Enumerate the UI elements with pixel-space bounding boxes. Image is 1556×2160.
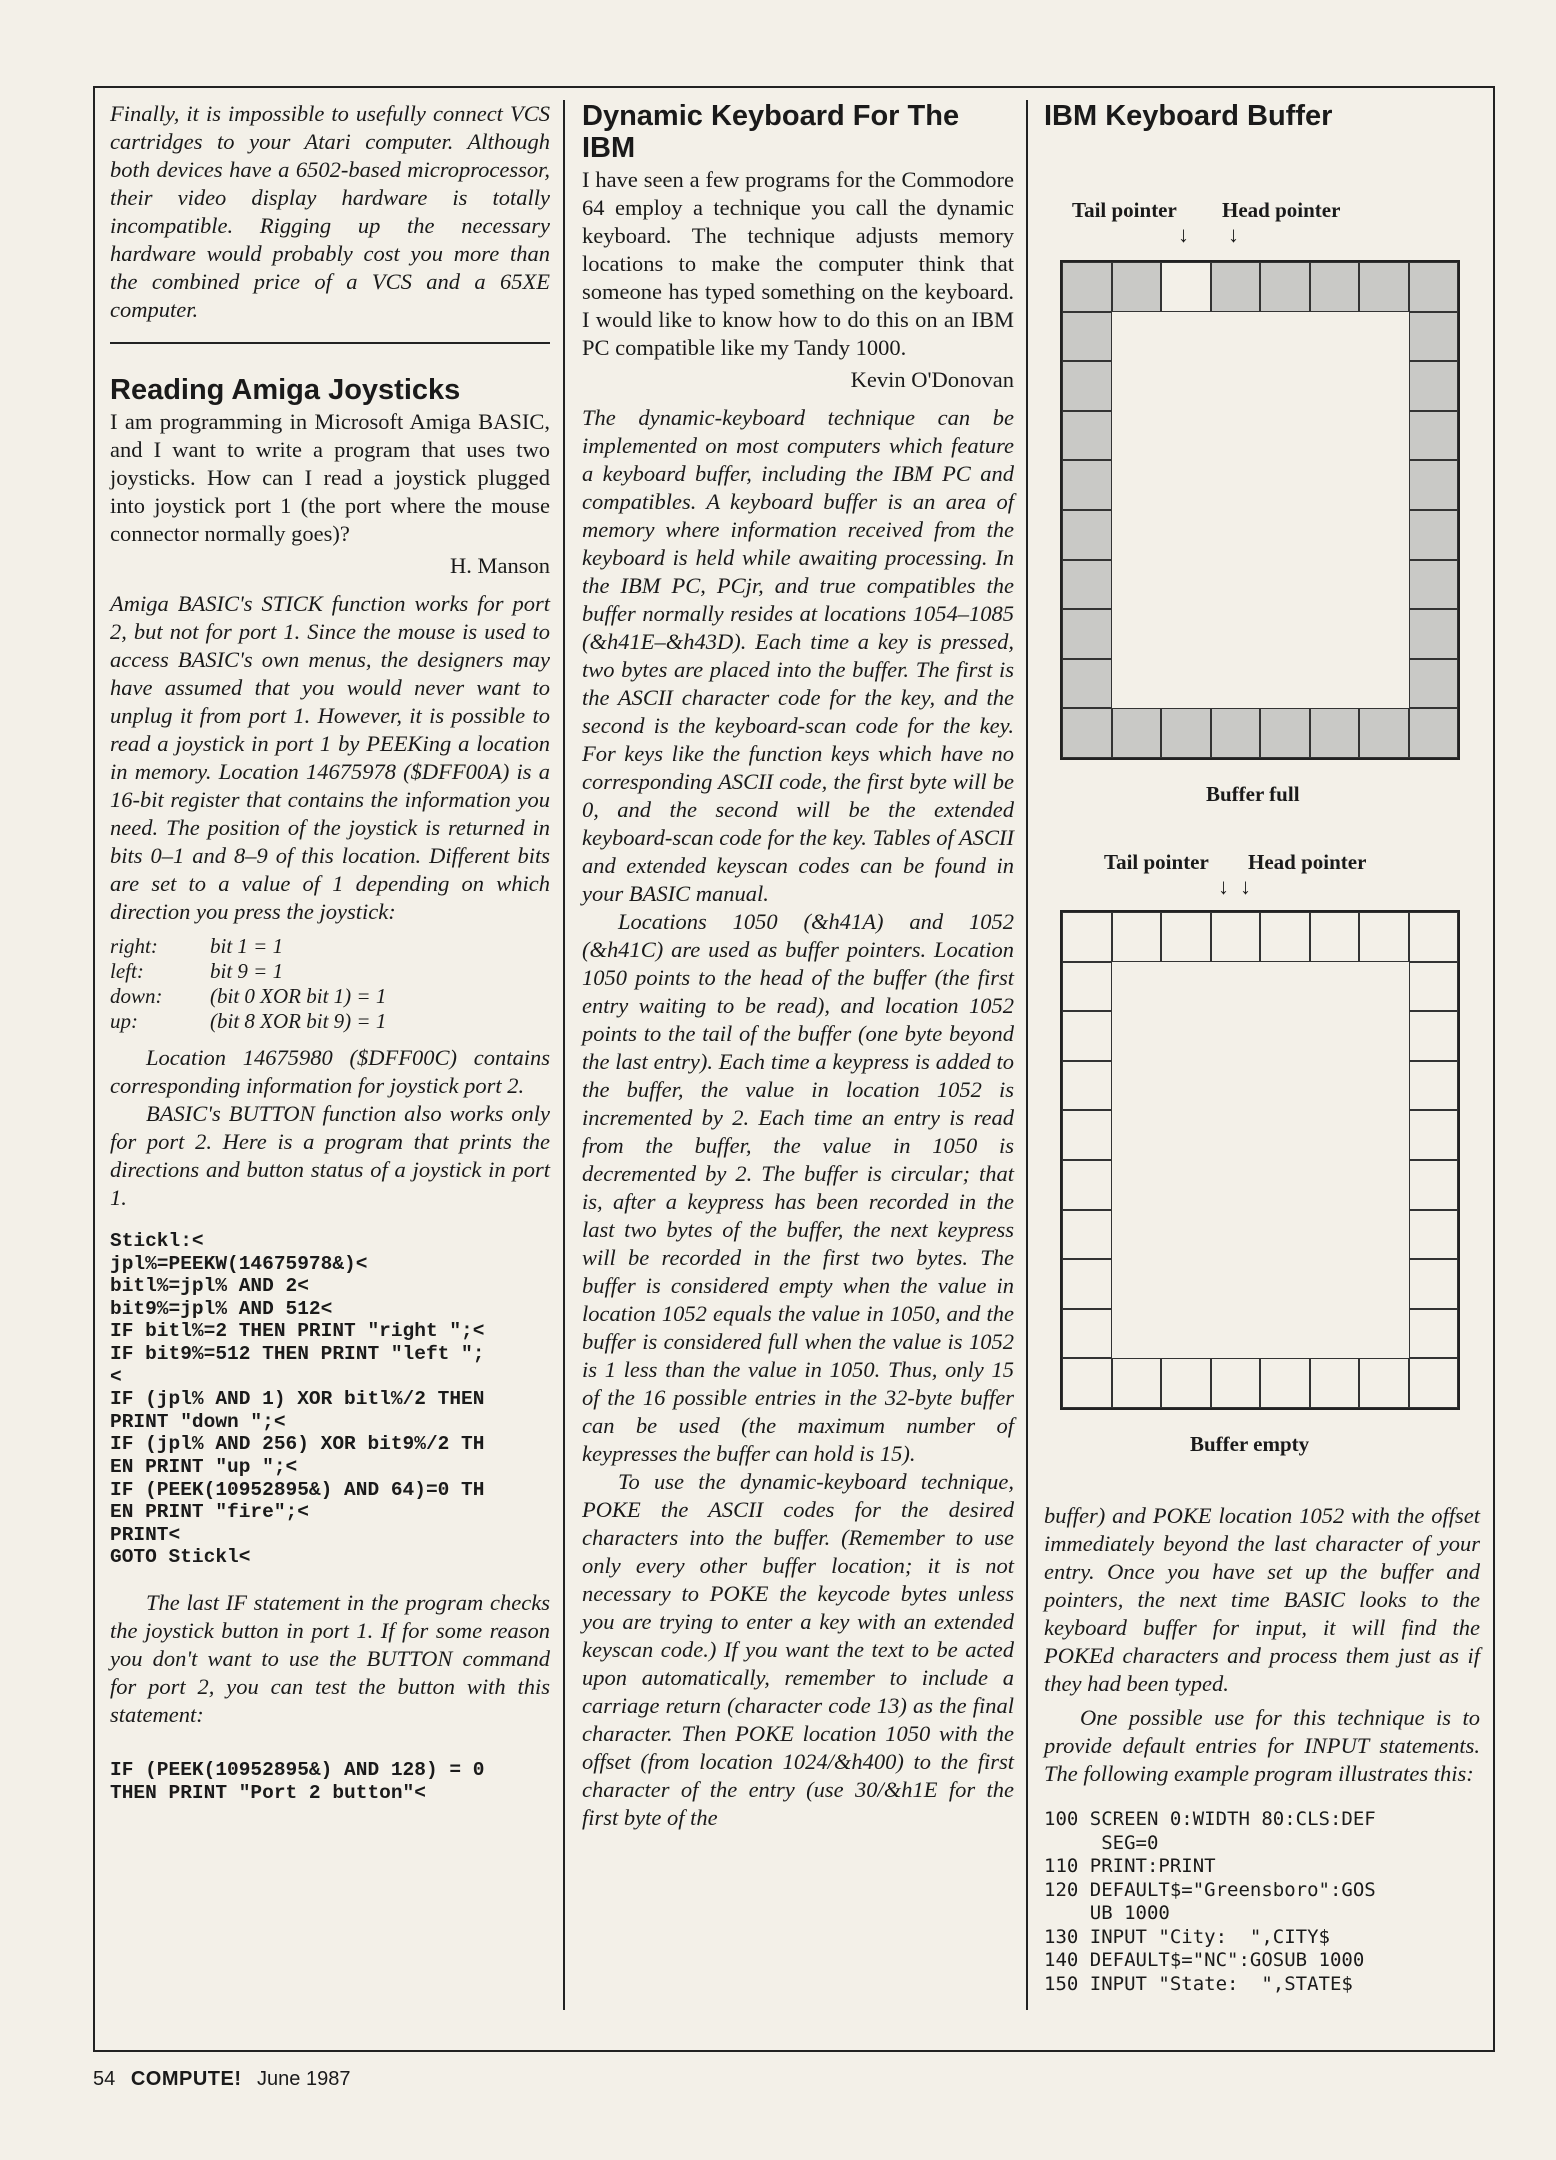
buffer-interior	[1310, 411, 1360, 461]
buffer-cell	[1409, 411, 1459, 461]
buffer-cell	[1409, 1011, 1459, 1061]
buffer-interior	[1112, 609, 1162, 659]
buffer-interior	[1260, 460, 1310, 510]
buffer-interior	[1211, 361, 1261, 411]
reader-signature: Kevin O'Donovan	[850, 367, 1014, 392]
bit-row	[110, 1009, 386, 1034]
buffer-interior	[1211, 1259, 1261, 1309]
buffer-cell	[1409, 510, 1459, 560]
buffer-interior	[1359, 411, 1409, 461]
buffer-interior	[1112, 460, 1162, 510]
buffer-cell	[1260, 1358, 1310, 1408]
buffer-interior	[1260, 510, 1310, 560]
buffer-cell	[1409, 1358, 1459, 1408]
buffer-cell	[1211, 1358, 1261, 1408]
buffer-interior	[1112, 1011, 1162, 1061]
buffer-cell	[1359, 912, 1409, 962]
answer-paragraph: The dynamic-keyboard technique can be implemented on most computers which feature a keyboard buffer, including the IBM PC and compatibles. A keyboard buffer is an area of memory where information received from the keyboard is held while awaiting processing. In the IBM PC, PCjr, and true compatibles the buffer normally resides at locations 1054–1085 (&h41E–&h43D). Each time a key is pressed, two bytes are placed into the buffer. The first is the ASCII character code for the key, and the second is the keyboard-scan code for the key. For keys like the function keys which have no corresponding ASCII code, the first byte will be 0, and the second will be the extended keyboard-scan code for the key. Tables of ASCII and extended keyscan codes can be found in your BASIC manual.	[582, 405, 1014, 906]
bit-row	[110, 934, 386, 959]
buffer-interior	[1161, 609, 1211, 659]
buffer-interior	[1211, 1061, 1261, 1111]
buffer-interior	[1359, 1011, 1409, 1061]
buffer-cell	[1211, 912, 1261, 962]
answer-paragraph: One possible use for this technique is to provide default entries for INPUT statements. The following example program illustrates this:	[1044, 1705, 1480, 1786]
buffer-interior	[1359, 361, 1409, 411]
tail-pointer-label: Tail pointer	[1104, 850, 1209, 874]
direction: left:	[110, 959, 144, 983]
figure-title: IBM Keyboard Buffer	[1044, 100, 1333, 132]
buffer-cell	[1062, 609, 1112, 659]
buffer-interior	[1211, 560, 1261, 610]
buffer-cell	[1062, 411, 1112, 461]
buffer-interior	[1112, 1259, 1162, 1309]
buffer-interior	[1211, 1309, 1261, 1359]
buffer-cell	[1260, 912, 1310, 962]
buffer-cell	[1062, 659, 1112, 709]
buffer-interior	[1260, 411, 1310, 461]
direction: up:	[110, 1009, 138, 1033]
diagram-caption: Buffer full	[1206, 782, 1300, 806]
buffer-cell	[1409, 1160, 1459, 1210]
buffer-cell	[1062, 1160, 1112, 1210]
buffer-cell	[1409, 560, 1459, 610]
buffer-cell	[1409, 912, 1459, 962]
buffer-interior	[1211, 659, 1261, 709]
buffer-interior	[1260, 1259, 1310, 1309]
buffer-cell	[1161, 912, 1211, 962]
buffer-cell	[1409, 962, 1459, 1012]
section-heading-amiga: Reading Amiga Joysticks	[110, 374, 461, 406]
head-arrow-icon: ↓	[1228, 222, 1239, 247]
issue-date: June 1987	[257, 2068, 351, 2090]
direction: down:	[110, 984, 163, 1008]
tail-arrow-icon: ↓	[1218, 874, 1229, 899]
column-3	[1044, 100, 1480, 134]
buffer-interior	[1260, 1110, 1310, 1160]
buffer-cell	[1062, 361, 1112, 411]
buffer-grid	[1060, 260, 1460, 760]
buffer-interior	[1359, 460, 1409, 510]
magazine-name: COMPUTE!	[130, 2068, 242, 2090]
buffer-interior	[1260, 1011, 1310, 1061]
buffer-interior	[1359, 1259, 1409, 1309]
buffer-cell	[1409, 708, 1459, 758]
buffer-interior	[1359, 560, 1409, 610]
reader-signature: H. Manson	[450, 553, 550, 578]
buffer-cell	[1310, 708, 1360, 758]
buffer-interior	[1310, 1259, 1360, 1309]
column-3-text	[1044, 1502, 1480, 1996]
answer-paragraph: Amiga BASIC's STICK function works for port 2, but not for port 1. Since the mouse is used to access BASIC's own menus, the designers may have assumed that you would never want to unplug it from port 1. However, it is possible to read a joystick in port 1 by PEEKing a location in memory. Location 14675978 ($DFF00A) is a 16-bit register that contains the information you need. The position of the joystick is returned in bits 0–1 and 8–9 of this location. Different bits are set to a value of 1 depending on which direction you press the joystick:	[110, 591, 550, 924]
buffer-interior	[1310, 1110, 1360, 1160]
buffer-interior	[1112, 1160, 1162, 1210]
buffer-interior	[1359, 510, 1409, 560]
buffer-cell	[1062, 1358, 1112, 1408]
buffer-interior	[1211, 411, 1261, 461]
bit-value: (bit 0 XOR bit 1) = 1	[210, 984, 387, 1008]
buffer-interior	[1359, 312, 1409, 362]
buffer-cell	[1062, 262, 1112, 312]
buffer-cell	[1409, 262, 1459, 312]
reader-question: I am programming in Microsoft Amiga BASIC, and I want to write a program that uses two joysticks. How can I read a joystick plugged into joystick port 1 (the port where the mouse connector normally goes)?	[110, 409, 550, 546]
buffer-cell	[1062, 460, 1112, 510]
buffer-interior	[1112, 510, 1162, 560]
buffer-interior	[1310, 460, 1360, 510]
buffer-interior	[1260, 659, 1310, 709]
buffer-interior	[1310, 1011, 1360, 1061]
buffer-interior	[1112, 1210, 1162, 1260]
buffer-grid	[1060, 910, 1460, 1410]
buffer-interior	[1310, 1160, 1360, 1210]
buffer-cell	[1409, 1210, 1459, 1260]
code-listing: IF (PEEK(10952895&) AND 128) = 0 THEN PRINT "Port 2 button"<	[110, 1758, 485, 1804]
buffer-cell	[1409, 1259, 1459, 1309]
bit-row	[110, 984, 386, 1009]
buffer-cell	[1062, 708, 1112, 758]
buffer-cell	[1062, 1110, 1112, 1160]
buffer-interior	[1211, 460, 1261, 510]
code-listing: Stickl:< jpl%=PEEKW(14675978&)< bitl%=jpl% AND 2< bit9%=jpl% AND 512< IF bitl%=2 THEN PRINT "right ";< IF bit9%=512 THEN PRINT "left "; < IF (jpl% AND 1) XOR bitl%/2 THEN PRINT "down ";< IF (jpl% AND 256) XOR bit9%/2 TH EN PRINT "up ";< IF (PEEK(10952895&) AND 64)=0 TH EN PRINT "fire";< PRINT< GOTO Stickl<	[110, 1230, 485, 1569]
buffer-cell	[1359, 708, 1409, 758]
tail-arrow-icon: ↓	[1178, 222, 1189, 247]
buffer-cell	[1062, 1011, 1112, 1061]
buffer-interior	[1112, 312, 1162, 362]
buffer-interior	[1112, 962, 1162, 1012]
reader-question: I have seen a few programs for the Commodore 64 employ a technique you call the dynamic keyboard. The technique adjusts memory locations to make the computer think that someone has typed something on the keyboard. I would like to know how to do this on an IBM PC compatible like my Tandy 1000.	[582, 167, 1014, 360]
buffer-interior	[1310, 312, 1360, 362]
buffer-interior	[1310, 609, 1360, 659]
buffer-interior	[1161, 1160, 1211, 1210]
buffer-interior	[1310, 361, 1360, 411]
buffer-interior	[1211, 1011, 1261, 1061]
buffer-cell	[1409, 659, 1459, 709]
buffer-cell	[1062, 1309, 1112, 1359]
buffer-cell	[1409, 361, 1459, 411]
buffer-interior	[1161, 510, 1211, 560]
buffer-interior	[1310, 1309, 1360, 1359]
buffer-interior	[1260, 560, 1310, 610]
buffer-cell	[1310, 912, 1360, 962]
buffer-cell	[1409, 460, 1459, 510]
buffer-interior	[1359, 1210, 1409, 1260]
buffer-cell	[1112, 262, 1162, 312]
buffer-cell	[1310, 262, 1360, 312]
section-divider	[110, 342, 550, 344]
buffer-interior	[1260, 1061, 1310, 1111]
buffer-interior	[1310, 1061, 1360, 1111]
column-divider	[1026, 100, 1028, 2010]
buffer-cell	[1260, 262, 1310, 312]
buffer-cell	[1260, 708, 1310, 758]
intro-paragraph: Finally, it is impossible to usefully connect VCS cartridges to your Atari computer. Although both devices have a 6502-based microprocessor, their video display hardware is totally incompatible. Rigging up the necessary hardware would probably cost you more than the combined price of a VCS and a 65XE computer.	[110, 101, 550, 322]
buffer-interior	[1161, 1011, 1211, 1061]
buffer-cell	[1161, 1358, 1211, 1408]
buffer-interior	[1260, 1309, 1310, 1359]
buffer-cell	[1062, 912, 1112, 962]
buffer-interior	[1359, 1061, 1409, 1111]
buffer-cell	[1409, 609, 1459, 659]
buffer-interior	[1260, 361, 1310, 411]
buffer-interior	[1310, 962, 1360, 1012]
buffer-interior	[1161, 1210, 1211, 1260]
buffer-interior	[1211, 1160, 1261, 1210]
buffer-cell	[1062, 1259, 1112, 1309]
buffer-interior	[1260, 962, 1310, 1012]
answer-paragraph: BASIC's BUTTON function also works only for port 2. Here is a program that prints the directions and button status of a joystick in port 1.	[110, 1101, 550, 1210]
bit-value: (bit 8 XOR bit 9) = 1	[210, 1009, 387, 1033]
buffer-cell	[1112, 708, 1162, 758]
buffer-cell	[1310, 1358, 1360, 1408]
buffer-interior	[1310, 510, 1360, 560]
buffer-cell	[1409, 1061, 1459, 1111]
buffer-interior	[1112, 411, 1162, 461]
answer-paragraph: Locations 1050 (&h41A) and 1052 (&h41C) are used as buffer pointers. Location 1050 points to the head of the buffer (the first entry waiting to be read), and location 1052 points to the tail of the buffer (one byte beyond the last entry). Each time a keypress is added to the buffer, the value in location 1052 is incremented by 2. Each time an entry is read from the buffer, the value in 1050 is decremented by 2. The buffer is circular; that is, after a keypress has been recorded in the last two bytes of the buffer, the next keypress will be recorded in the first two bytes. The buffer is considered empty when the value in location 1052 equals the value in 1050, and the buffer is considered full when the value is 1052 is 1 less than the value in 1050. Thus, only 15 of the 16 possible entries in the 32-byte buffer can be used (the maximum number of keypresses the buffer can hold is 15).	[582, 909, 1014, 1466]
buffer-cell	[1359, 262, 1409, 312]
buffer-interior	[1211, 1110, 1261, 1160]
buffer-interior	[1260, 609, 1310, 659]
bit-table	[110, 934, 386, 1034]
buffer-interior	[1260, 1160, 1310, 1210]
answer-paragraph: To use the dynamic-keyboard technique, POKE the ASCII codes for the desired characters into the buffer. (Remember to use only every other buffer location; it is not necessary to POKE the keycode bytes unless you are trying to enter a key with an extended keyscan code.) If you want the text to be acted upon automatically, remember to include a carriage return (character code 13) as the final character. Then POKE location 1050 with the offset (from location 1024/&h400) to the first character of the entry (use 30/&h1E for the first byte of the	[582, 1469, 1014, 1830]
section-heading-ibm: Dynamic Keyboard For The IBM	[582, 100, 960, 164]
buffer-interior	[1359, 609, 1409, 659]
buffer-cell	[1062, 1210, 1112, 1260]
buffer-cell	[1062, 312, 1112, 362]
buffer-interior	[1161, 1110, 1211, 1160]
buffer-cell	[1409, 312, 1459, 362]
buffer-cell	[1112, 1358, 1162, 1408]
buffer-cell	[1062, 962, 1112, 1012]
head-pointer-label: Head pointer	[1222, 198, 1341, 222]
buffer-cell	[1062, 510, 1112, 560]
buffer-interior	[1161, 560, 1211, 610]
buffer-interior	[1211, 1210, 1261, 1260]
buffer-interior	[1161, 460, 1211, 510]
bit-value: bit 1 = 1	[210, 934, 284, 958]
buffer-interior	[1310, 1210, 1360, 1260]
buffer-cell	[1359, 1358, 1409, 1408]
page-number: 54	[93, 2068, 116, 2090]
buffer-cell	[1161, 262, 1211, 312]
buffer-interior	[1112, 1061, 1162, 1111]
answer-paragraph: The last IF statement in the program checks the joystick button in port 1. If for some reason you don't want to use the BUTTON command for port 2, you can test the button with this statement:	[110, 1589, 550, 1727]
buffer-interior	[1260, 312, 1310, 362]
buffer-interior	[1161, 361, 1211, 411]
buffer-interior	[1161, 1061, 1211, 1111]
buffer-interior	[1359, 659, 1409, 709]
buffer-cell	[1062, 1061, 1112, 1111]
buffer-interior	[1310, 560, 1360, 610]
buffer-interior	[1359, 962, 1409, 1012]
column-1	[110, 100, 550, 1824]
column-2	[582, 100, 1014, 1832]
buffer-interior	[1359, 1309, 1409, 1359]
buffer-interior	[1359, 1110, 1409, 1160]
buffer-interior	[1161, 312, 1211, 362]
page-footer	[93, 2068, 350, 2091]
buffer-interior	[1161, 659, 1211, 709]
code-listing: 100 SCREEN 0:WIDTH 80:CLS:DEF SEG=0 110 PRINT:PRINT 120 DEFAULT$="Greensboro":GOS UB 1000 130 INPUT "City: ",CITY$ 140 DEFAULT$="NC":GOSUB 1000 150 INPUT "State: ",STATE$	[1044, 1808, 1376, 1995]
buffer-interior	[1161, 411, 1211, 461]
buffer-interior	[1112, 361, 1162, 411]
buffer-cell	[1211, 708, 1261, 758]
buffer-interior	[1211, 609, 1261, 659]
buffer-cell	[1062, 560, 1112, 610]
buffer-interior	[1310, 659, 1360, 709]
buffer-cell	[1112, 912, 1162, 962]
bit-value: bit 9 = 1	[210, 959, 284, 983]
buffer-cell	[1409, 1309, 1459, 1359]
column-divider	[563, 100, 565, 2010]
buffer-interior	[1112, 1110, 1162, 1160]
buffer-cell	[1161, 708, 1211, 758]
head-arrow-icon: ↓	[1240, 874, 1251, 899]
buffer-cell	[1211, 262, 1261, 312]
direction: right:	[110, 934, 158, 958]
answer-paragraph: Location 14675980 ($DFF00C) contains corresponding information for joystick port 2.	[110, 1045, 550, 1098]
tail-pointer-label: Tail pointer	[1072, 198, 1177, 222]
buffer-interior	[1211, 510, 1261, 560]
buffer-interior	[1112, 659, 1162, 709]
buffer-interior	[1359, 1160, 1409, 1210]
buffer-interior	[1211, 312, 1261, 362]
answer-paragraph: buffer) and POKE location 1052 with the offset immediately beyond the last character of your entry. Once you have set up the buffer and pointers, the next time BASIC looks to the keyboard buffer for input, it will find the POKEd characters and process them just as if they had been typed.	[1044, 1503, 1480, 1696]
buffer-interior	[1260, 1210, 1310, 1260]
diagram-caption: Buffer empty	[1190, 1432, 1310, 1456]
buffer-interior	[1112, 560, 1162, 610]
buffer-interior	[1211, 962, 1261, 1012]
buffer-interior	[1161, 1259, 1211, 1309]
buffer-interior	[1161, 1309, 1211, 1359]
bit-row	[110, 959, 386, 984]
buffer-interior	[1112, 1309, 1162, 1359]
buffer-cell	[1409, 1110, 1459, 1160]
head-pointer-label: Head pointer	[1248, 850, 1367, 874]
buffer-interior	[1161, 962, 1211, 1012]
